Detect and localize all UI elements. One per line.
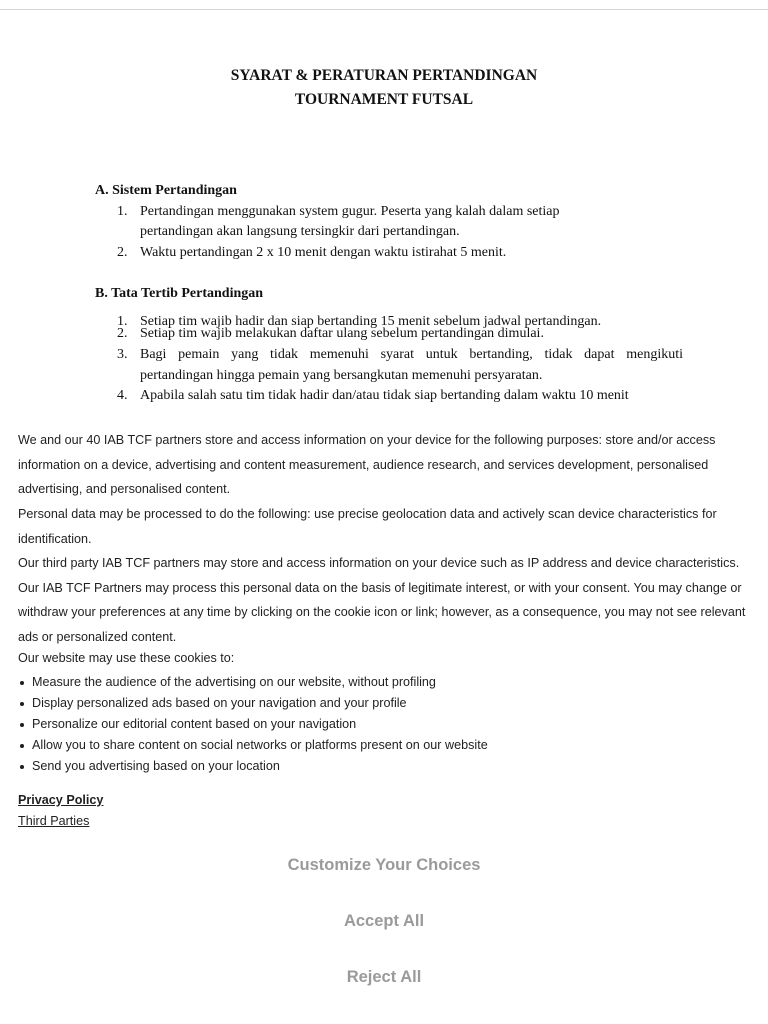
item-number: 2. — [117, 326, 128, 341]
consent-partners-text: Our third party IAB TCF partners may store and access information on your device such as IP address and device characteristics. Our IAB TCF Partners may process this personal data on the basis of legitimate interest, or with your consent. You may change or withdraw your preferences at any time by clicking on the cookie icon or link; however, as a consequence, you may not see relevant ads or personalized content. — [18, 556, 746, 644]
list-item: Measure the audience of the advertising on our website, without profiling — [18, 672, 738, 693]
item-text: Setiap tim wajib hadir dan siap bertanding 15 menit sebelum jadwal pertandingan. — [140, 314, 602, 329]
consent-personal-data-text: Personal data may be processed to do the following: use precise geolocation data and actively scan device characteristics for identification. — [18, 507, 717, 546]
privacy-policy-link[interactable]: Privacy Policy — [18, 793, 104, 807]
item-number: 3. — [117, 347, 128, 362]
item-number: 2. — [117, 245, 128, 260]
item-number: 4. — [117, 388, 128, 403]
cookies-intro-text: Our website may use these cookies to: — [18, 651, 235, 665]
reject-all-button[interactable]: Reject All — [234, 960, 534, 994]
item-text: Setiap tim wajib melakukan daftar ulang sebelum pertandingan dimulai. — [140, 326, 544, 341]
document-subtitle: TOURNAMENT FUTSAL — [294, 91, 474, 108]
list-item: Send you advertising based on your location — [18, 756, 738, 777]
consent-purposes-text: We and our 40 IAB TCF partners store and access information on your device for the following purposes: store and/or access information on a device, advertising and content measurement, audience research, and services development, personalised advertising, and personalised content. — [18, 433, 716, 496]
accept-all-button[interactable]: Accept All — [234, 904, 534, 938]
section-b-heading: B. Tata Tertib Pertandingan — [95, 286, 264, 301]
item-text-continued: pertandingan hingga pemain yang bersangkutan memenuhi persyaratan. — [140, 368, 543, 383]
cookie-consent-panel — [0, 408, 768, 1024]
item-text: Bagi pemain yang tidak memenuhi syarat untuk bertanding, tidak dapat mengikuti — [140, 347, 683, 362]
third-parties-link[interactable]: Third Parties — [18, 814, 90, 828]
document-page — [0, 10, 768, 408]
item-text-continued: pertandingan akan langsung tersingkir dari pertandingan. — [140, 224, 460, 239]
list-item: Personalize our editorial content based on your navigation — [18, 714, 738, 735]
item-number: 1. — [117, 314, 128, 329]
cookie-uses-list — [18, 672, 738, 777]
item-number: 1. — [117, 204, 128, 219]
document-title: SYARAT & PERATURAN PERTANDINGAN — [230, 67, 538, 84]
item-text: Apabila salah satu tim tidak hadir dan/atau tidak siap bertanding dalam waktu 10 menit — [140, 388, 629, 403]
item-text: Pertandingan menggunakan system gugur. Peserta yang kalah dalam setiap — [140, 204, 560, 219]
section-a-heading: A. Sistem Pertandingan — [95, 183, 237, 198]
item-text: Waktu pertandingan 2 x 10 menit dengan waktu istirahat 5 menit. — [140, 245, 507, 260]
list-item: Allow you to share content on social networks or platforms present on our website — [18, 735, 738, 756]
list-item: Display personalized ads based on your navigation and your profile — [18, 693, 738, 714]
customize-choices-button[interactable]: Customize Your Choices — [234, 848, 534, 882]
